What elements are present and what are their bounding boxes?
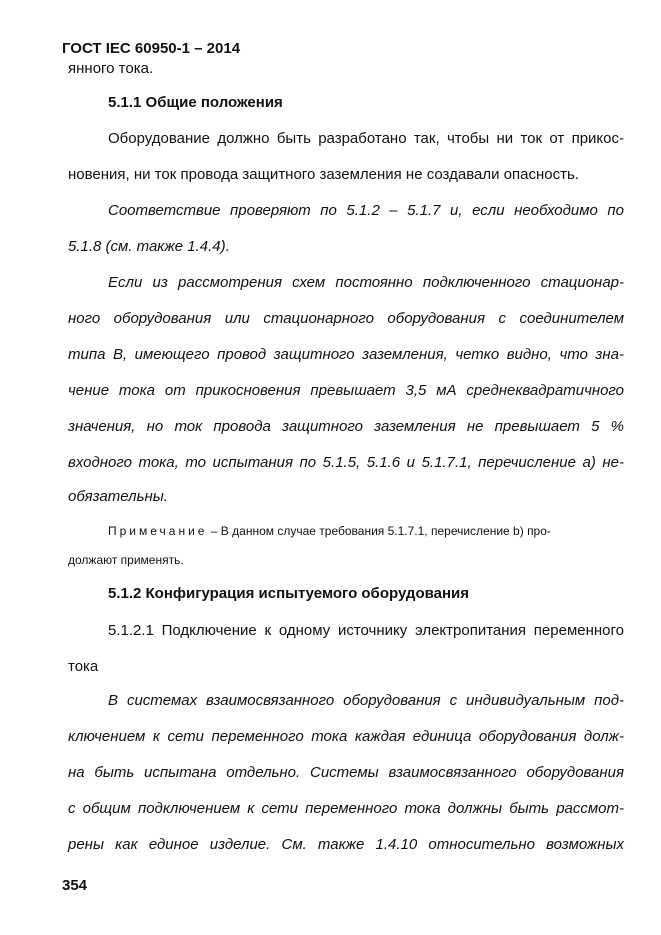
text-line: значения, но ток провода защитного заземления не превышает 5 % — [68, 418, 624, 435]
note-line: должают применять. — [68, 553, 184, 567]
text-line: ключением к сети переменного тока каждая единица оборудования долж- — [68, 728, 624, 745]
document-header: ГОСТ IEC 60950-1 – 2014 — [62, 40, 241, 57]
text-line: рены как единое изделие. См. также 1.4.10 относительно возможных — [68, 836, 624, 853]
text-line: 5.1.8 (см. также 1.4.4). — [68, 238, 230, 255]
text-line: ного оборудования или стационарного оборудования с соединителем — [68, 310, 624, 327]
text-line: с общим подключением к сети переменного тока должны быть рассмот- — [68, 800, 624, 817]
text-line: типа В, имеющего провод защитного заземления, четко видно, что зна- — [68, 346, 624, 363]
note-text: – В данном случае требования 5.1.7.1, перечисление b) про- — [207, 524, 551, 538]
note-line — [108, 524, 551, 539]
text-line: Соответствие проверяют по 5.1.2 – 5.1.7 и, если необходимо по — [108, 202, 624, 219]
text-line: входного тока, то испытания по 5.1.5, 5.1.6 и 5.1.7.1, перечисление а) не- — [68, 454, 624, 471]
text-line: 5.1.2.1 Подключение к одному источнику электропитания переменного — [108, 622, 624, 639]
section-heading: 5.1.2 Конфигурация испытуемого оборудования — [108, 585, 470, 602]
text-line: Оборудование должно быть разработано так, чтобы ни ток от прикос- — [108, 130, 624, 147]
text-line: обязательны. — [68, 488, 168, 505]
section-heading: 5.1.1 Общие положения — [108, 94, 283, 111]
text-line: на быть испытана отдельно. Системы взаимосвязанного оборудования — [68, 764, 624, 781]
text-line: тока — [68, 658, 99, 675]
page-number: 354 — [62, 877, 88, 894]
text-line: Если из рассмотрения схем постоянно подключенного стационар- — [108, 274, 624, 291]
text-line: новения, ни ток провода защитного заземления не создавали опасность. — [68, 166, 579, 183]
note-label: Примечание — [108, 524, 208, 538]
text-line: янного тока. — [68, 60, 154, 77]
text-line: В системах взаимосвязанного оборудования с индивидуальным под- — [108, 692, 624, 709]
text-line: чение тока от прикосновения превышает 3,5 мА среднеквадратичного — [68, 382, 624, 399]
